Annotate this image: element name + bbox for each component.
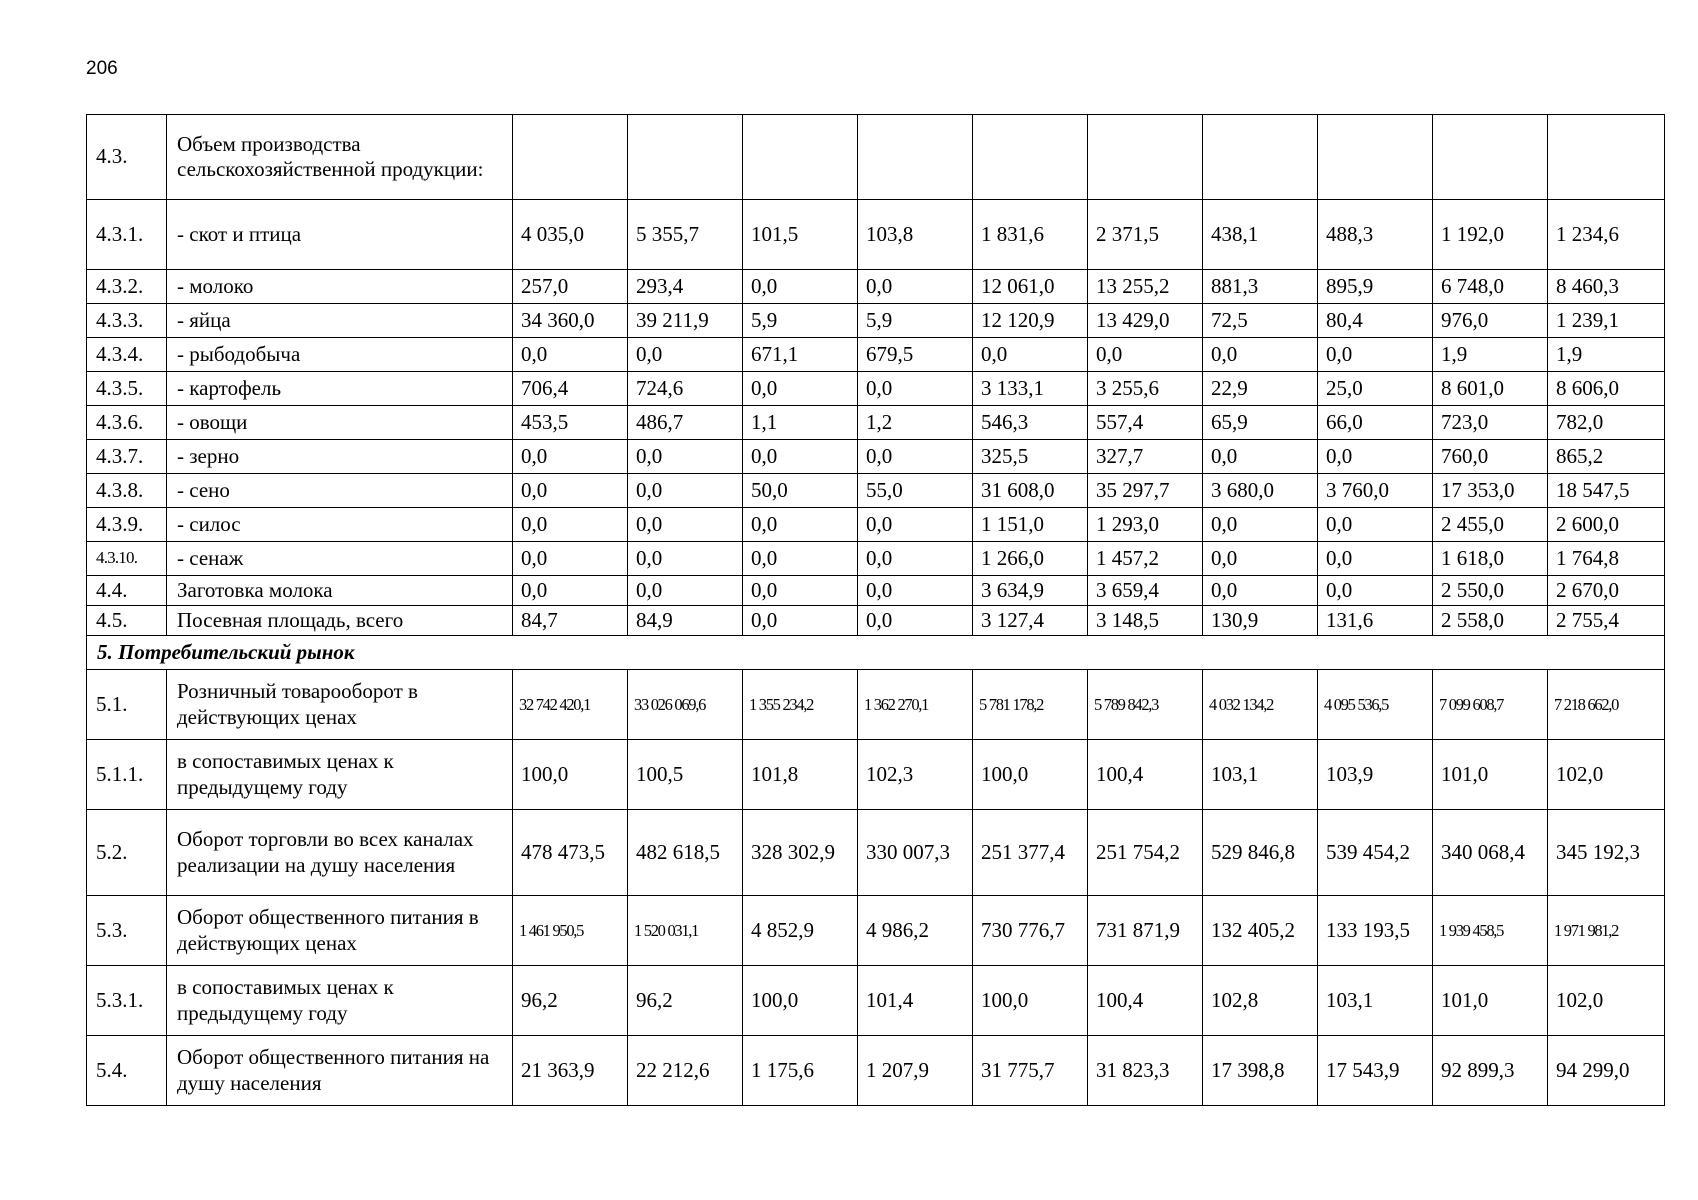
value-cell: 0,0 bbox=[1318, 338, 1433, 372]
table-row bbox=[87, 200, 1665, 270]
table-row bbox=[87, 606, 1665, 636]
value-cell: 3 659,4 bbox=[1088, 576, 1203, 606]
value-cell: 3 255,6 bbox=[1088, 372, 1203, 406]
value-cell: 5 355,7 bbox=[628, 200, 743, 270]
table-body bbox=[87, 115, 1665, 1106]
value-cell: 21 363,9 bbox=[513, 1036, 628, 1106]
value-cell: 730 776,7 bbox=[973, 896, 1088, 966]
value-cell: 100,4 bbox=[1088, 740, 1203, 810]
value-cell: 4 032 134,2 bbox=[1203, 670, 1318, 740]
value-cell: 0,0 bbox=[1203, 576, 1318, 606]
value-cell: 65,9 bbox=[1203, 406, 1318, 440]
value-cell: 1 266,0 bbox=[973, 542, 1088, 576]
value-cell: 345 192,3 bbox=[1548, 810, 1665, 896]
value-cell: 486,7 bbox=[628, 406, 743, 440]
value-cell bbox=[1433, 115, 1548, 200]
value-cell: 1,1 bbox=[743, 406, 858, 440]
value-cell: 0,0 bbox=[858, 372, 973, 406]
value-cell: 895,9 bbox=[1318, 270, 1433, 304]
value-cell: 100,4 bbox=[1088, 966, 1203, 1036]
table-row bbox=[87, 810, 1665, 896]
value-cell: 327,7 bbox=[1088, 440, 1203, 474]
value-cell bbox=[743, 115, 858, 200]
row-name: Оборот торговли во всех каналах реализации на душу населения bbox=[167, 810, 513, 896]
value-cell: 18 547,5 bbox=[1548, 474, 1665, 508]
value-cell: 1 764,8 bbox=[1548, 542, 1665, 576]
value-cell: 453,5 bbox=[513, 406, 628, 440]
row-name: - молоко bbox=[167, 270, 513, 304]
value-cell: 0,0 bbox=[513, 474, 628, 508]
value-cell: 0,0 bbox=[513, 508, 628, 542]
value-cell: 0,0 bbox=[743, 270, 858, 304]
row-code: 5.4. bbox=[87, 1036, 167, 1106]
value-cell: 0,0 bbox=[628, 338, 743, 372]
value-cell: 2 670,0 bbox=[1548, 576, 1665, 606]
section-title: 5. Потребительский рынок bbox=[87, 636, 1665, 670]
value-cell: 103,1 bbox=[1203, 740, 1318, 810]
value-cell: 0,0 bbox=[513, 338, 628, 372]
value-cell: 1 461 950,5 bbox=[513, 896, 628, 966]
value-cell: 103,9 bbox=[1318, 740, 1433, 810]
value-cell: 17 398,8 bbox=[1203, 1036, 1318, 1106]
value-cell: 0,0 bbox=[628, 474, 743, 508]
row-name: - скот и птица bbox=[167, 200, 513, 270]
value-cell: 55,0 bbox=[858, 474, 973, 508]
value-cell: 1 151,0 bbox=[973, 508, 1088, 542]
table-row bbox=[87, 576, 1665, 606]
value-cell: 881,3 bbox=[1203, 270, 1318, 304]
row-code: 4.3.1. bbox=[87, 200, 167, 270]
value-cell: 723,0 bbox=[1433, 406, 1548, 440]
value-cell: 22,9 bbox=[1203, 372, 1318, 406]
value-cell: 706,4 bbox=[513, 372, 628, 406]
table-row bbox=[87, 896, 1665, 966]
value-cell bbox=[513, 115, 628, 200]
table-row bbox=[87, 508, 1665, 542]
value-cell: 100,0 bbox=[743, 966, 858, 1036]
table-row bbox=[87, 440, 1665, 474]
value-cell bbox=[1203, 115, 1318, 200]
value-cell: 0,0 bbox=[1203, 508, 1318, 542]
value-cell: 50,0 bbox=[743, 474, 858, 508]
value-cell: 3 760,0 bbox=[1318, 474, 1433, 508]
value-cell: 671,1 bbox=[743, 338, 858, 372]
row-code: 5.1.1. bbox=[87, 740, 167, 810]
indicators-table bbox=[86, 114, 1665, 1106]
row-name: Оборот общественного питания на душу населения bbox=[167, 1036, 513, 1106]
value-cell: 0,0 bbox=[743, 606, 858, 636]
row-code: 4.3.5. bbox=[87, 372, 167, 406]
value-cell: 31 823,3 bbox=[1088, 1036, 1203, 1106]
value-cell: 0,0 bbox=[743, 542, 858, 576]
value-cell: 96,2 bbox=[628, 966, 743, 1036]
value-cell: 679,5 bbox=[858, 338, 973, 372]
table-row bbox=[87, 670, 1665, 740]
value-cell: 7 218 662,0 bbox=[1548, 670, 1665, 740]
value-cell: 31 608,0 bbox=[973, 474, 1088, 508]
value-cell: 539 454,2 bbox=[1318, 810, 1433, 896]
value-cell: 0,0 bbox=[858, 542, 973, 576]
value-cell: 72,5 bbox=[1203, 304, 1318, 338]
value-cell: 2 455,0 bbox=[1433, 508, 1548, 542]
value-cell bbox=[973, 115, 1088, 200]
value-cell: 0,0 bbox=[858, 508, 973, 542]
value-cell: 1 293,0 bbox=[1088, 508, 1203, 542]
value-cell: 102,0 bbox=[1548, 740, 1665, 810]
value-cell: 0,0 bbox=[628, 576, 743, 606]
value-cell: 251 377,4 bbox=[973, 810, 1088, 896]
value-cell: 94 299,0 bbox=[1548, 1036, 1665, 1106]
value-cell: 101,0 bbox=[1433, 740, 1548, 810]
value-cell: 12 120,9 bbox=[973, 304, 1088, 338]
value-cell: 5,9 bbox=[858, 304, 973, 338]
value-cell: 103,8 bbox=[858, 200, 973, 270]
value-cell: 1 355 234,2 bbox=[743, 670, 858, 740]
value-cell: 0,0 bbox=[858, 576, 973, 606]
value-cell: 1 175,6 bbox=[743, 1036, 858, 1106]
table-row bbox=[87, 115, 1665, 200]
value-cell: 1 207,9 bbox=[858, 1036, 973, 1106]
value-cell: 103,1 bbox=[1318, 966, 1433, 1036]
value-cell: 102,8 bbox=[1203, 966, 1318, 1036]
value-cell: 13 255,2 bbox=[1088, 270, 1203, 304]
row-code: 4.3.2. bbox=[87, 270, 167, 304]
row-code: 4.3.7. bbox=[87, 440, 167, 474]
value-cell: 0,0 bbox=[1203, 440, 1318, 474]
value-cell: 1 831,6 bbox=[973, 200, 1088, 270]
value-cell bbox=[1318, 115, 1433, 200]
value-cell: 100,0 bbox=[973, 740, 1088, 810]
value-cell: 557,4 bbox=[1088, 406, 1203, 440]
value-cell: 2 371,5 bbox=[1088, 200, 1203, 270]
row-name: Объем производства сельскохозяйственной продукции: bbox=[167, 115, 513, 200]
row-code: 5.3.1. bbox=[87, 966, 167, 1036]
value-cell: 1 234,6 bbox=[1548, 200, 1665, 270]
value-cell: 257,0 bbox=[513, 270, 628, 304]
value-cell: 1 939 458,5 bbox=[1433, 896, 1548, 966]
value-cell: 731 871,9 bbox=[1088, 896, 1203, 966]
row-name: - картофель bbox=[167, 372, 513, 406]
value-cell: 4 035,0 bbox=[513, 200, 628, 270]
value-cell: 17 543,9 bbox=[1318, 1036, 1433, 1106]
value-cell: 0,0 bbox=[743, 372, 858, 406]
value-cell: 438,1 bbox=[1203, 200, 1318, 270]
value-cell: 80,4 bbox=[1318, 304, 1433, 338]
value-cell: 4 095 536,5 bbox=[1318, 670, 1433, 740]
value-cell: 3 127,4 bbox=[973, 606, 1088, 636]
value-cell: 865,2 bbox=[1548, 440, 1665, 474]
value-cell: 12 061,0 bbox=[973, 270, 1088, 304]
row-name: - яйца bbox=[167, 304, 513, 338]
value-cell: 8 601,0 bbox=[1433, 372, 1548, 406]
value-cell bbox=[1548, 115, 1665, 200]
row-code: 5.2. bbox=[87, 810, 167, 896]
table-row bbox=[87, 542, 1665, 576]
value-cell bbox=[1088, 115, 1203, 200]
value-cell: 1 362 270,1 bbox=[858, 670, 973, 740]
value-cell: 100,5 bbox=[628, 740, 743, 810]
value-cell: 3 133,1 bbox=[973, 372, 1088, 406]
value-cell: 0,0 bbox=[1318, 576, 1433, 606]
row-code: 4.3.6. bbox=[87, 406, 167, 440]
value-cell: 130,9 bbox=[1203, 606, 1318, 636]
value-cell: 0,0 bbox=[858, 440, 973, 474]
row-code: 4.3.10. bbox=[87, 542, 167, 576]
value-cell: 1 192,0 bbox=[1433, 200, 1548, 270]
value-cell: 2 600,0 bbox=[1548, 508, 1665, 542]
value-cell: 330 007,3 bbox=[858, 810, 973, 896]
value-cell: 546,3 bbox=[973, 406, 1088, 440]
row-name: Заготовка молока bbox=[167, 576, 513, 606]
table-row bbox=[87, 304, 1665, 338]
row-name: Посевная площадь, всего bbox=[167, 606, 513, 636]
value-cell: 2 755,4 bbox=[1548, 606, 1665, 636]
value-cell: 0,0 bbox=[1203, 542, 1318, 576]
value-cell: 0,0 bbox=[1088, 338, 1203, 372]
value-cell: 3 634,9 bbox=[973, 576, 1088, 606]
value-cell: 4 852,9 bbox=[743, 896, 858, 966]
value-cell: 34 360,0 bbox=[513, 304, 628, 338]
value-cell: 0,0 bbox=[628, 440, 743, 474]
value-cell: 132 405,2 bbox=[1203, 896, 1318, 966]
value-cell: 0,0 bbox=[858, 606, 973, 636]
value-cell: 6 748,0 bbox=[1433, 270, 1548, 304]
value-cell: 8 460,3 bbox=[1548, 270, 1665, 304]
value-cell: 13 429,0 bbox=[1088, 304, 1203, 338]
value-cell: 100,0 bbox=[513, 740, 628, 810]
value-cell: 102,0 bbox=[1548, 966, 1665, 1036]
value-cell: 1,9 bbox=[1548, 338, 1665, 372]
value-cell: 482 618,5 bbox=[628, 810, 743, 896]
row-name: в сопоставимых ценах к предыдущему году bbox=[167, 966, 513, 1036]
value-cell: 478 473,5 bbox=[513, 810, 628, 896]
row-name: - сено bbox=[167, 474, 513, 508]
value-cell: 1 618,0 bbox=[1433, 542, 1548, 576]
value-cell: 293,4 bbox=[628, 270, 743, 304]
table-row bbox=[87, 474, 1665, 508]
value-cell: 4 986,2 bbox=[858, 896, 973, 966]
value-cell: 84,7 bbox=[513, 606, 628, 636]
value-cell: 488,3 bbox=[1318, 200, 1433, 270]
value-cell: 0,0 bbox=[628, 508, 743, 542]
value-cell: 31 775,7 bbox=[973, 1036, 1088, 1106]
value-cell: 39 211,9 bbox=[628, 304, 743, 338]
row-name: - зерно bbox=[167, 440, 513, 474]
value-cell: 101,0 bbox=[1433, 966, 1548, 1036]
value-cell: 0,0 bbox=[1318, 440, 1433, 474]
table-row bbox=[87, 338, 1665, 372]
row-code: 4.3.4. bbox=[87, 338, 167, 372]
row-name: - рыбодобыча bbox=[167, 338, 513, 372]
value-cell: 101,8 bbox=[743, 740, 858, 810]
row-code: 5.3. bbox=[87, 896, 167, 966]
value-cell: 32 742 420,1 bbox=[513, 670, 628, 740]
page-number: 206 bbox=[86, 58, 118, 79]
value-cell: 7 099 608,7 bbox=[1433, 670, 1548, 740]
value-cell: 33 026 069,6 bbox=[628, 670, 743, 740]
value-cell: 328 302,9 bbox=[743, 810, 858, 896]
row-name: - сенаж bbox=[167, 542, 513, 576]
row-name: Оборот общественного питания в действующих ценах bbox=[167, 896, 513, 966]
row-code: 4.3.3. bbox=[87, 304, 167, 338]
value-cell: 2 558,0 bbox=[1433, 606, 1548, 636]
value-cell: 5 789 842,3 bbox=[1088, 670, 1203, 740]
value-cell: 92 899,3 bbox=[1433, 1036, 1548, 1106]
table-row bbox=[87, 406, 1665, 440]
value-cell: 340 068,4 bbox=[1433, 810, 1548, 896]
value-cell: 0,0 bbox=[628, 542, 743, 576]
value-cell: 251 754,2 bbox=[1088, 810, 1203, 896]
value-cell: 0,0 bbox=[513, 542, 628, 576]
value-cell: 22 212,6 bbox=[628, 1036, 743, 1106]
table-row bbox=[87, 966, 1665, 1036]
value-cell: 8 606,0 bbox=[1548, 372, 1665, 406]
value-cell: 0,0 bbox=[513, 576, 628, 606]
value-cell: 102,3 bbox=[858, 740, 973, 810]
value-cell bbox=[628, 115, 743, 200]
value-cell: 760,0 bbox=[1433, 440, 1548, 474]
row-code: 4.3.8. bbox=[87, 474, 167, 508]
row-name: в сопоставимых ценах к предыдущему году bbox=[167, 740, 513, 810]
value-cell: 25,0 bbox=[1318, 372, 1433, 406]
value-cell: 529 846,8 bbox=[1203, 810, 1318, 896]
row-code: 4.3. bbox=[87, 115, 167, 200]
value-cell: 96,2 bbox=[513, 966, 628, 1036]
value-cell: 724,6 bbox=[628, 372, 743, 406]
value-cell bbox=[858, 115, 973, 200]
table-row bbox=[87, 372, 1665, 406]
row-name: Розничный товарооборот в действующих ценах bbox=[167, 670, 513, 740]
value-cell: 1,2 bbox=[858, 406, 973, 440]
value-cell: 131,6 bbox=[1318, 606, 1433, 636]
value-cell: 5 781 178,2 bbox=[973, 670, 1088, 740]
table-row bbox=[87, 1036, 1665, 1106]
value-cell: 133 193,5 bbox=[1318, 896, 1433, 966]
value-cell: 0,0 bbox=[1318, 542, 1433, 576]
value-cell: 1 239,1 bbox=[1548, 304, 1665, 338]
value-cell: 84,9 bbox=[628, 606, 743, 636]
value-cell: 0,0 bbox=[973, 338, 1088, 372]
value-cell: 0,0 bbox=[743, 440, 858, 474]
value-cell: 35 297,7 bbox=[1088, 474, 1203, 508]
value-cell: 0,0 bbox=[858, 270, 973, 304]
value-cell: 0,0 bbox=[1203, 338, 1318, 372]
value-cell: 5,9 bbox=[743, 304, 858, 338]
value-cell: 2 550,0 bbox=[1433, 576, 1548, 606]
value-cell: 1 971 981,2 bbox=[1548, 896, 1665, 966]
value-cell: 782,0 bbox=[1548, 406, 1665, 440]
value-cell: 3 680,0 bbox=[1203, 474, 1318, 508]
table-row bbox=[87, 270, 1665, 304]
value-cell: 17 353,0 bbox=[1433, 474, 1548, 508]
value-cell: 100,0 bbox=[973, 966, 1088, 1036]
value-cell: 1,9 bbox=[1433, 338, 1548, 372]
value-cell: 0,0 bbox=[1318, 508, 1433, 542]
value-cell: 325,5 bbox=[973, 440, 1088, 474]
value-cell: 976,0 bbox=[1433, 304, 1548, 338]
row-code: 4.5. bbox=[87, 606, 167, 636]
value-cell: 66,0 bbox=[1318, 406, 1433, 440]
value-cell: 0,0 bbox=[743, 508, 858, 542]
row-name: - силос bbox=[167, 508, 513, 542]
value-cell: 1 520 031,1 bbox=[628, 896, 743, 966]
value-cell: 1 457,2 bbox=[1088, 542, 1203, 576]
value-cell: 101,4 bbox=[858, 966, 973, 1036]
value-cell: 101,5 bbox=[743, 200, 858, 270]
row-name: - овощи bbox=[167, 406, 513, 440]
row-code: 5.1. bbox=[87, 670, 167, 740]
value-cell: 0,0 bbox=[513, 440, 628, 474]
value-cell: 0,0 bbox=[743, 576, 858, 606]
row-code: 4.3.9. bbox=[87, 508, 167, 542]
section-row bbox=[87, 636, 1665, 670]
row-code: 4.4. bbox=[87, 576, 167, 606]
table-row bbox=[87, 740, 1665, 810]
value-cell: 3 148,5 bbox=[1088, 606, 1203, 636]
